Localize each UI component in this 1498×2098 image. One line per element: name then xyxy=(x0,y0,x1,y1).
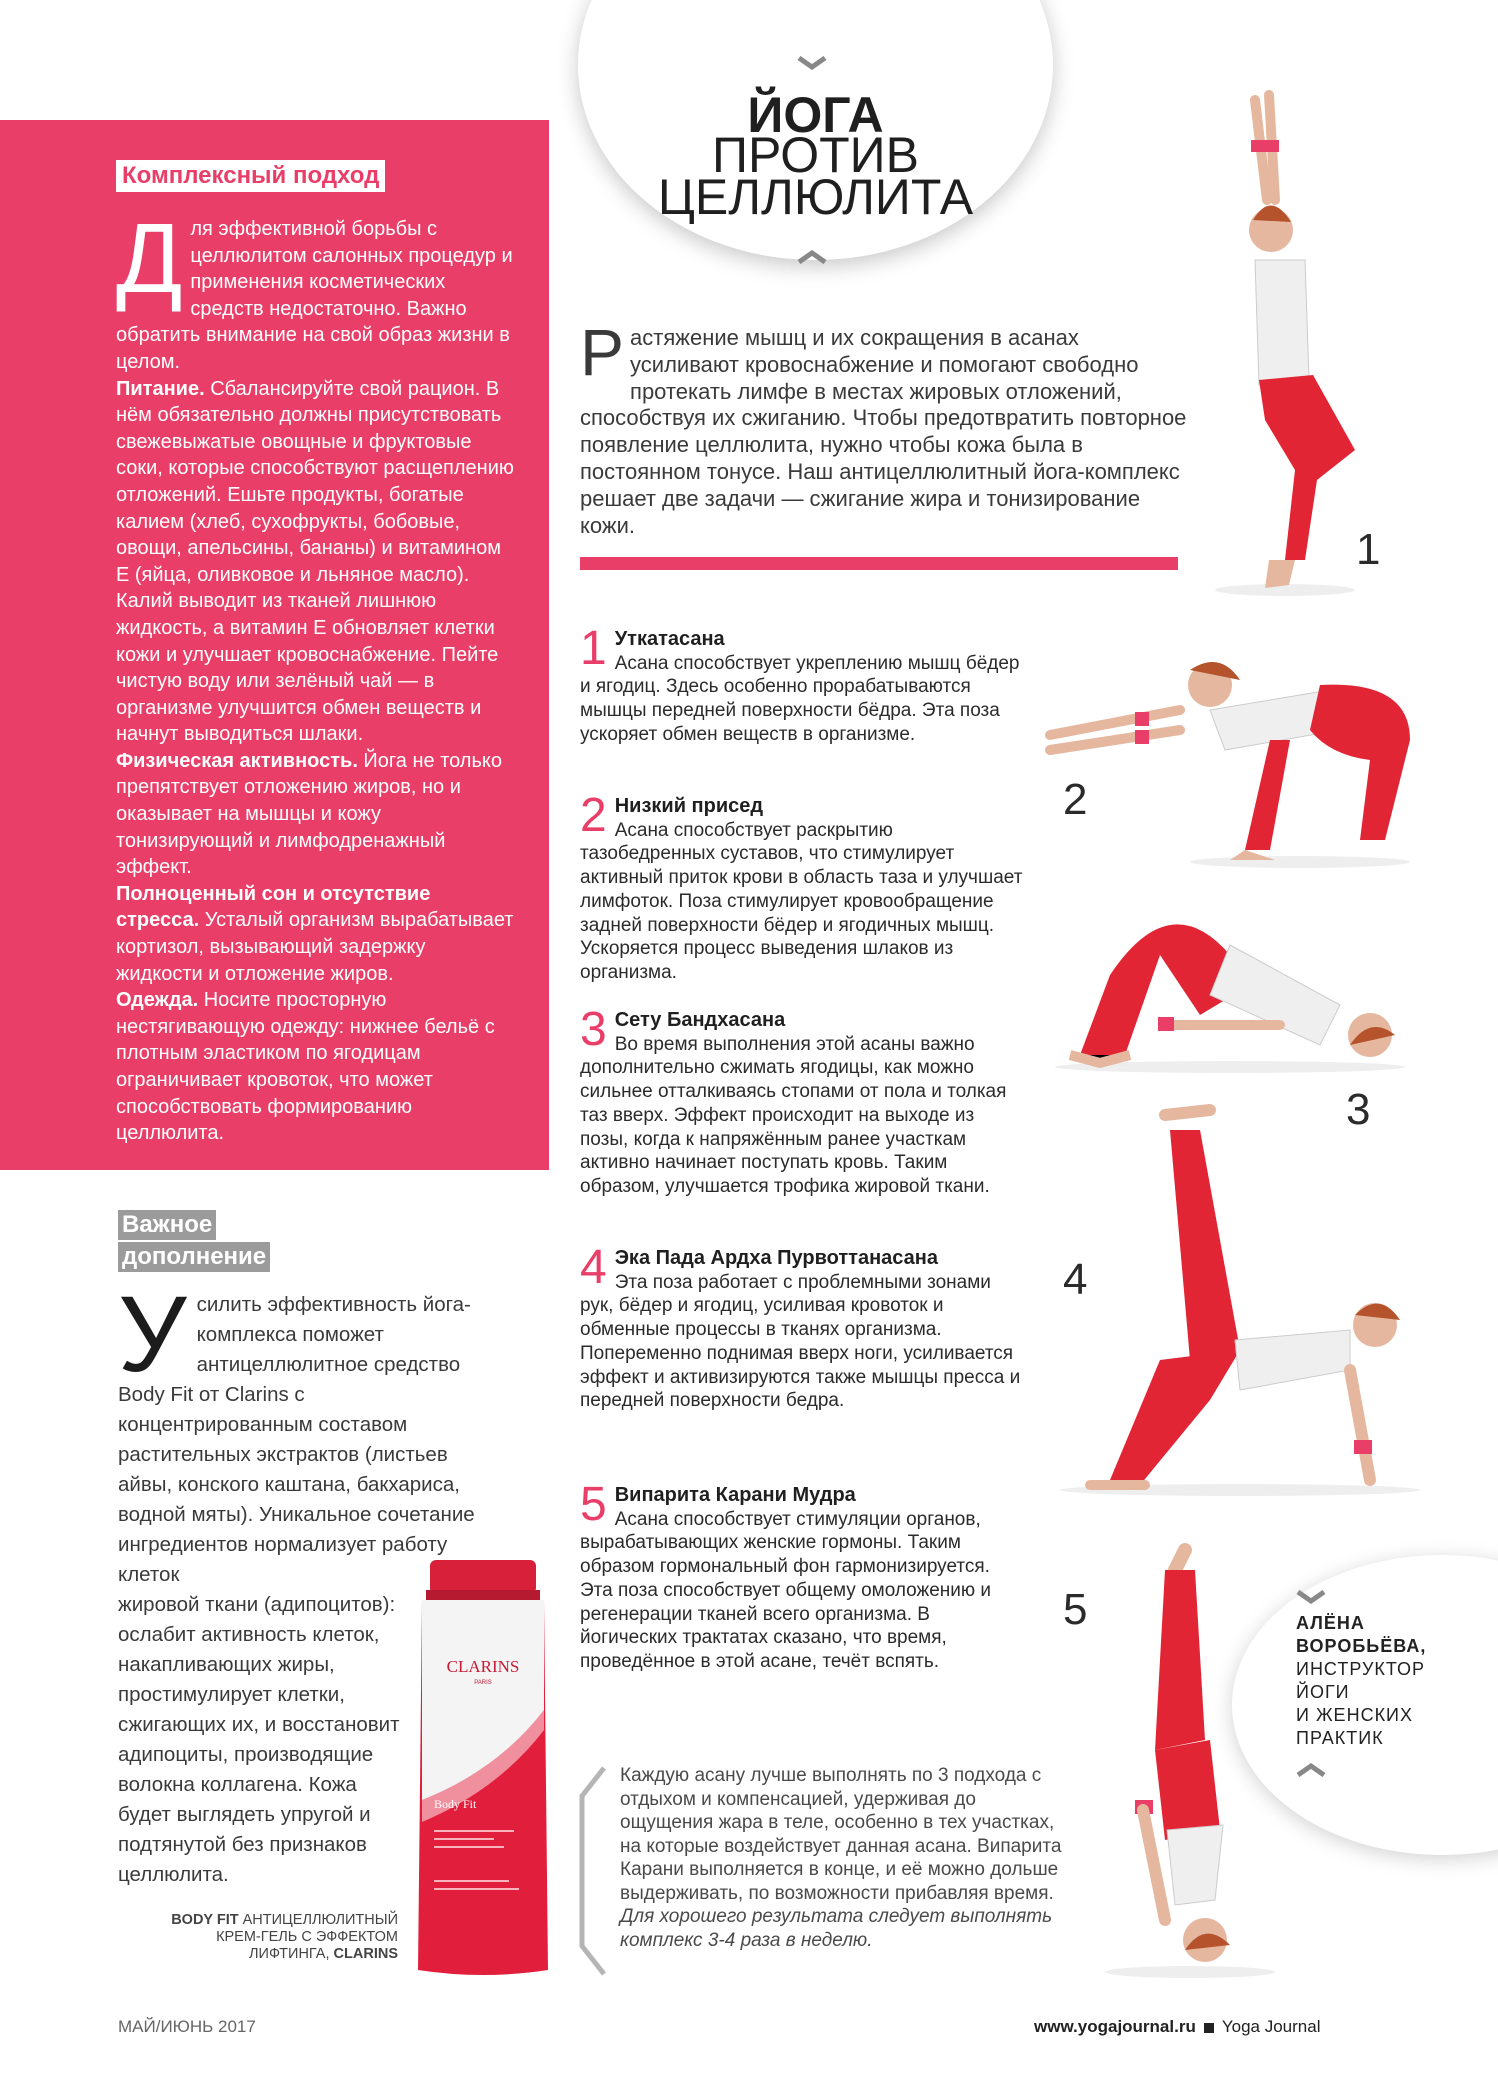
sidebar-complex-approach xyxy=(0,120,549,1170)
instructor-name-line1: АЛЁНА xyxy=(1296,1613,1365,1633)
figure-label-1: 1 xyxy=(1356,525,1381,574)
yoga-figure-3-setu-bandhasana xyxy=(1050,895,1410,1075)
clothes-text: Носите просторную нестягивающую одежду: нижнее бельё с плотным эластиком по ягодицам ограничивает кровоток, что может способствовать формированию целлюлита. xyxy=(116,989,495,1145)
chevron-up-icon xyxy=(797,250,827,264)
instructor-role-line2: ЙОГИ xyxy=(1296,1682,1350,1702)
pose-description: Асана способствует раскрытию тазобедренных суставов, что стимулирует активный приток крови в область таза и улучшает лимфоток. Поза стимулирует кровообращение задней поверхности бёдер и ягодичных мышц. Ускоряется процесс выведения шлаков из организма. xyxy=(580,819,1023,983)
addon-heading-line1: Важное xyxy=(118,1210,216,1240)
footer-site xyxy=(1034,2017,1320,2037)
tip-text: Каждую асану лучше выполнять по 3 подхода с отдыхом и компенсацией, удерживая до ощущения жара в теле, особенно в тех участках, на которые воздействует данная асана. Випарита Карани выполняется в конце, и её можно дольше выдерживать, по возможности прибавляя время. xyxy=(620,1765,1062,1904)
pose-number: 4 xyxy=(580,1241,607,1294)
bottle-brand: CLARINS xyxy=(446,1657,520,1676)
pose-title: Эка Пада Ардха Пурвоттанасана xyxy=(614,1247,938,1269)
pose-4 xyxy=(580,1241,1026,1413)
sleep-label: Полноценный сон и отсутствие стресса. xyxy=(116,882,431,932)
pose-title: Випарита Карани Мудра xyxy=(614,1484,856,1506)
sidebar-intro: ля эффективной борьбы с целлюлитом салонных процедур и применения косметических средств недостаточно. Важно обратить внимание на свой образ жизни в целом. xyxy=(116,218,513,373)
pose-description: Во время выполнения этой асаны важно дополнительно сжимать ягодицы, как можно сильнее отталкиваясь стопами от пола и толкая таз вверх. Эффект происходит на выходе из позы, когда к напряжённым ранее участкам активно начинает поступать кровь. Таким образом, улучшается трофика жировой ткани. xyxy=(580,1033,1007,1197)
pose-description: Асана способствует укреплению мышц бёдер и ягодиц. Здесь особенно прорабатываются мышцы передней поверхности бёдра. Эта поза ускоряет обмен веществ в организме. xyxy=(580,652,1020,745)
nutrition-label: Питание. xyxy=(116,377,205,400)
instructor-role-line1: ИНСТРУКТОР xyxy=(1296,1659,1426,1679)
yoga-figure-2-low-squat xyxy=(1040,640,1420,870)
instructor-name-line2: ВОРОБЬЁВА, xyxy=(1296,1636,1427,1656)
clothes-label: Одежда. xyxy=(116,989,199,1012)
pose-1 xyxy=(580,622,1026,747)
bottle-sub: PARIS xyxy=(474,1680,492,1686)
accent-divider xyxy=(580,557,1178,570)
addon-heading-line2: дополнение xyxy=(118,1242,270,1272)
instructor-role-line3: И ЖЕНСКИХ xyxy=(1296,1705,1413,1725)
figure-label-3: 3 xyxy=(1346,1085,1371,1134)
title-line2: ПРОТИВ xyxy=(712,127,919,183)
pose-3 xyxy=(580,1003,1026,1199)
pose-number: 5 xyxy=(580,1478,607,1531)
activity-text: Йога не только препятствует отложению жиров, но и оказывает на мышцы и кожу тонизирующий и лимфодренажный эффект. xyxy=(116,749,502,879)
chevron-down-icon xyxy=(1296,1590,1326,1604)
pose-description: Эта поза работает с проблемными зонами рук, бёдер и ягодиц, усиливая кровоток и обменные процессы в тканях организма. Попеременно поднимая вверх ноги, усиливается эффект и активизируются также мышцы пресса и передней поверхности бедра. xyxy=(580,1271,1021,1412)
practice-tip xyxy=(620,1764,1065,1952)
intro-text-block xyxy=(580,315,1190,539)
product-caption xyxy=(170,1912,398,1963)
nutrition-text: Сбалансируйте свой рацион. В нём обязательно должны присутствовать свежевыжатые овощные и фруктовые соки, которые способствуют расщеплению отложений. Ешьте продукты, богатые калием (хлеб, сухофрукты, бобовые, овощи, апельсины, бананы) и витамином Е (яйца, оливковое и льняное масло). Калий выводит из тканей лишнюю жидкость, а витамин Е обновляет клетки кожи и улучшает кровоснабжение. Пейте чистую воду или зелёный чай — в организме улучшится обмен веществ и начнут выводиться шлаки. xyxy=(116,377,514,746)
addon-text-part1: силить эффективность йога-комплекса поможет антицеллюлитное средство Body Fit от Clarins с концентрированным составом растительных экстрактов (листьев айвы, конского каштана, бакхариса, водной мяты). Уникальное сочетание ингредиентов нормализует работу клеток xyxy=(118,1293,475,1586)
pose-description: Асана способствует стимуляции органов, вырабатывающих женские гормоны. Таким образом гормональный фон гармонизируется. Эта поза способствует общему омоложению и регенерации тканей всего организма. В йогических трактатах сказано, что время, проведённое в этой асане, течёт вспять. xyxy=(580,1508,992,1672)
product-bottle-image xyxy=(408,1560,558,1980)
square-separator-icon xyxy=(1204,2023,1214,2033)
pose-2 xyxy=(580,789,1026,985)
sidebar-dropcap: Д xyxy=(116,203,183,313)
tip-italic: Для хорошего результата следует выполнять комплекс 3-4 раза в неделю. xyxy=(620,1906,1053,1951)
pose-title: Уткатасана xyxy=(614,628,725,650)
sleep-text: Усталый организм вырабатывает кортизол, вызывающий задержку жидкости и отложение жиров. xyxy=(116,909,514,985)
addon-dropcap: У xyxy=(118,1273,187,1394)
chevron-down-icon xyxy=(797,56,827,70)
figure-label-4: 4 xyxy=(1063,1255,1088,1304)
addon-text-part2: жировой ткани (адипоцитов): ослабит активность клеток, накапливающих жиры, простимулирует клетки, сжигающих их, и восстановит адипоциты, производящие волокна коллагена. Кожа будет выглядеть упругой и подтянутой без признаков целлюлита. xyxy=(118,1593,400,1886)
figure-label-2: 2 xyxy=(1063,775,1088,824)
caption-description: АНТИЦЕЛЛЮЛИТНЫЙ КРЕМ-ГЕЛЬ С ЭФФЕКТОМ ЛИФТИНГА, xyxy=(216,1912,398,1962)
bottle-product: Body Fit xyxy=(434,1797,477,1811)
addon-heading xyxy=(118,1210,270,1274)
instructor-role-line4: ПРАКТИК xyxy=(1296,1728,1384,1748)
pose-number: 2 xyxy=(580,789,607,842)
tip-bracket-icon xyxy=(578,1766,608,1976)
intro-text: астяжение мышц и их сокращения в асанах усиливают кровоснабжение и помогают свободно протекать лимфе в местах жировых отложений, способствуя их сжиганию. Чтобы предотвратить повторное появление целлюлита, нужно чтобы кожа была в постоянном тонусе. Наш антицеллюлитный йога-комплекс решает две задачи — сжигание жира и тонизирование кожи. xyxy=(580,325,1187,538)
title-line3: ЦЕЛЛЮЛИТА xyxy=(657,169,974,225)
activity-label: Физическая активность. xyxy=(116,749,358,772)
caption-brand: CLARINS xyxy=(333,1946,398,1962)
intro-dropcap: Р xyxy=(580,315,625,389)
footer-magazine: Yoga Journal xyxy=(1221,2017,1321,2036)
title-line1: ЙОГА xyxy=(747,87,884,143)
pose-number: 3 xyxy=(580,1003,607,1056)
instructor-credit xyxy=(1296,1612,1496,1750)
sidebar-heading: Комплексный подход xyxy=(116,160,385,192)
chevron-up-icon xyxy=(1296,1763,1326,1777)
sidebar-body xyxy=(116,203,516,1147)
pose-5 xyxy=(580,1478,1026,1674)
yoga-figure-1-utkatasana xyxy=(1205,90,1365,600)
footer-issue-date: МАЙ/ИЮНЬ 2017 xyxy=(118,2017,256,2036)
caption-product-name: BODY FIT xyxy=(171,1912,239,1928)
figure-label-5: 5 xyxy=(1063,1585,1088,1634)
pose-title: Низкий присед xyxy=(614,795,764,817)
pose-number: 1 xyxy=(580,622,607,675)
pose-title: Сету Бандхасана xyxy=(614,1009,786,1031)
footer-url: www.yogajournal.ru xyxy=(1034,2017,1196,2036)
yoga-figure-4-eka-pada-purvottanasana xyxy=(1050,1100,1420,1500)
